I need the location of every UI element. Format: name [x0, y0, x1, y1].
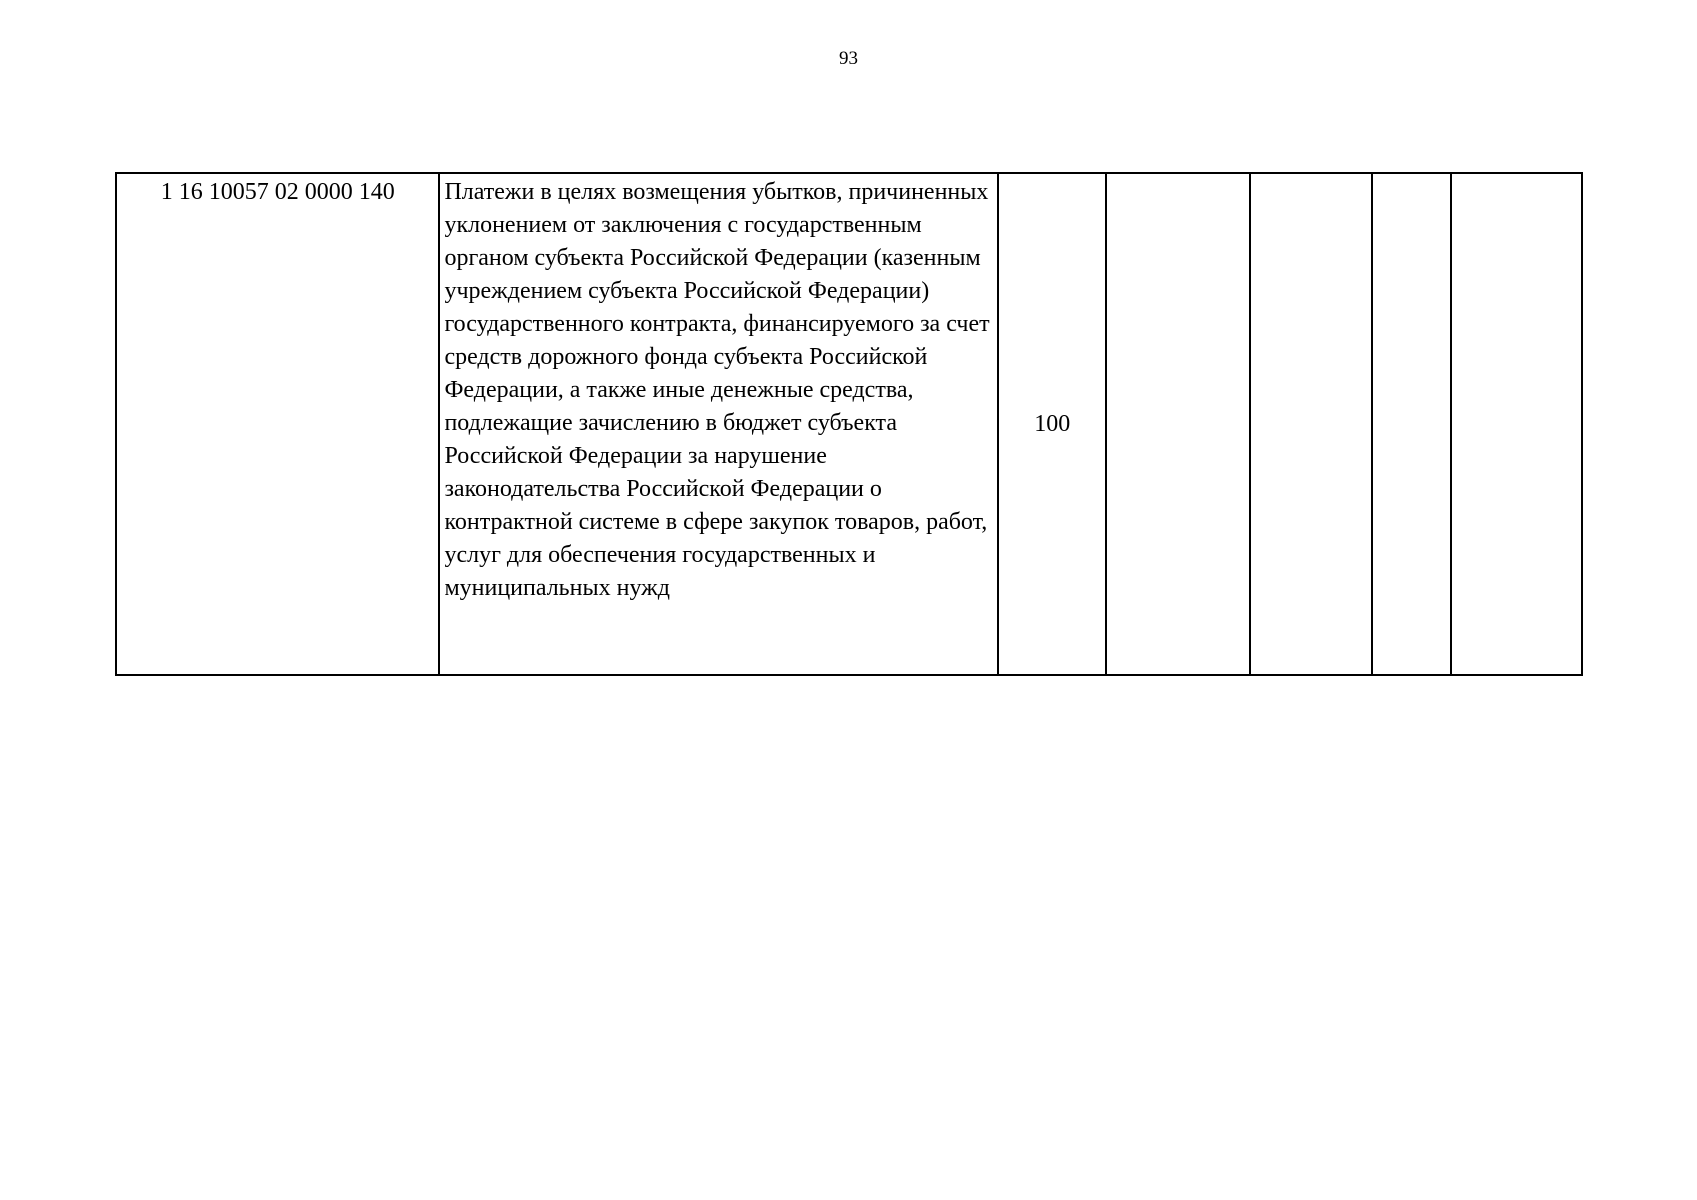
empty-cell-4: [1106, 173, 1249, 675]
empty-cell-5: [1250, 173, 1372, 675]
revenue-table: [115, 172, 1583, 676]
norm-cell: 100: [998, 173, 1106, 675]
table-row: [116, 173, 1582, 675]
empty-cell-6: [1372, 173, 1451, 675]
budget-code-cell: 1 16 10057 02 0000 140: [116, 173, 439, 675]
description-cell: Платежи в целях возмещения убытков, причиненных уклонением от заключения с государственным органом субъекта Российской Федерации (казенным учреждением субъекта Российской Федерации) государственного контракта, финансируемого за счет средств дорожного фонда субъекта Российской Федерации, а также иные денежные средства, подлежащие зачислению в бюджет субъекта Российской Федерации за нарушение законодательства Российской Федерации о контрактной системе в сфере закупок товаров, работ, услуг для обеспечения государственных и муниципальных нужд: [439, 173, 998, 675]
page-number: 93: [839, 48, 858, 69]
empty-cell-7: [1451, 173, 1582, 675]
